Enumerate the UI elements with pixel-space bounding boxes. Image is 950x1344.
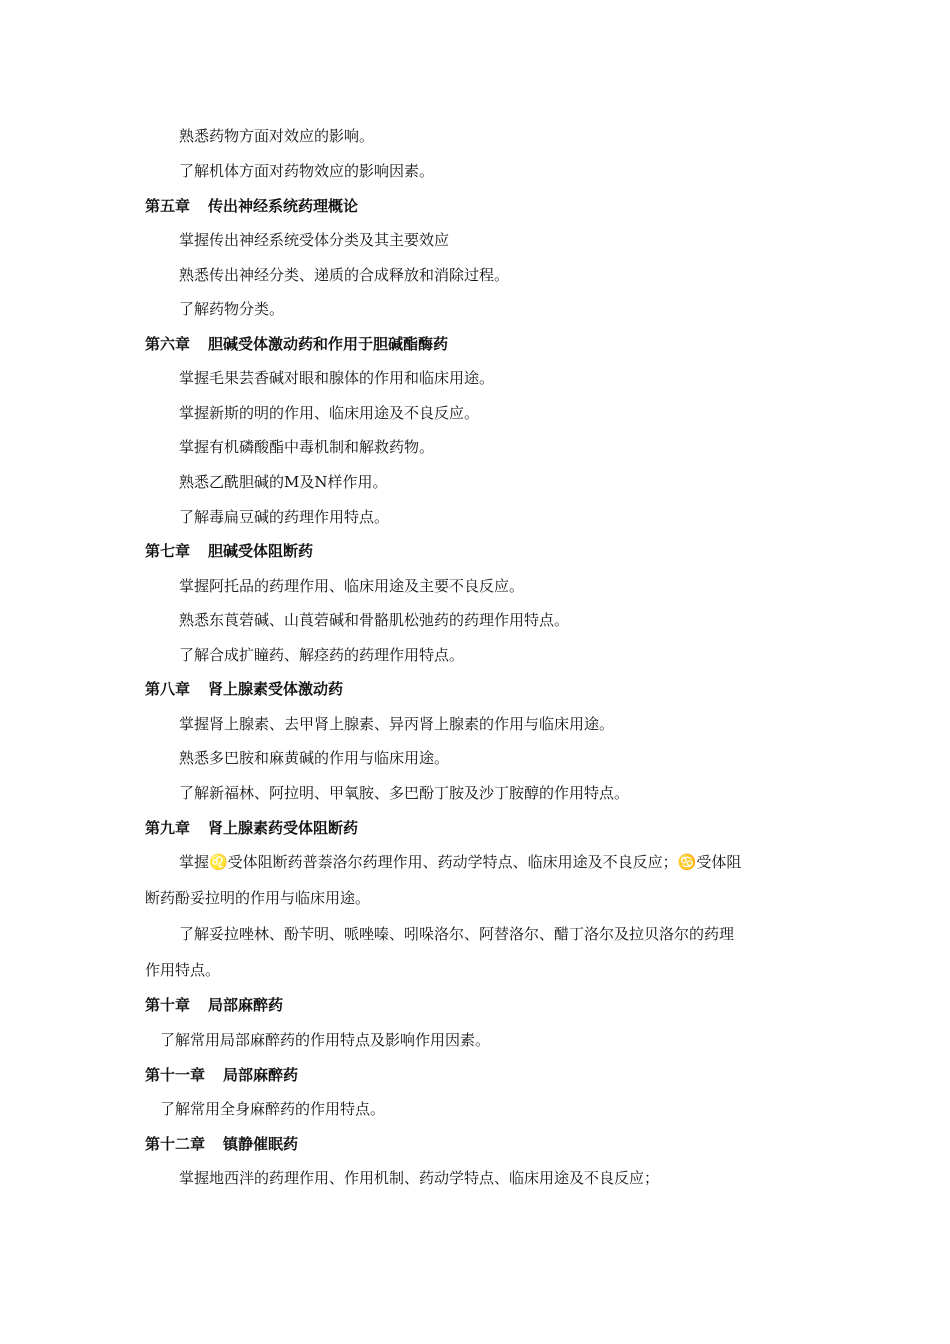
paragraph-line: 掌握地西泮的药理作用、作用机制、药动学特点、临床用途及不良反应； xyxy=(179,1169,660,1187)
chapter-number: 第十章 xyxy=(145,996,191,1014)
chapter-title: 肾上腺素药受体阻断药 xyxy=(208,819,359,837)
chapter-title: 传出神经系统药理概论 xyxy=(208,197,359,215)
chapter-title: 局部麻醉药 xyxy=(223,1066,299,1084)
paragraph-line: 熟悉东莨菪碱、山莨菪碱和骨骼肌松弛药的药理作用特点。 xyxy=(179,611,570,629)
chapter-title: 镇静催眠药 xyxy=(223,1135,299,1153)
paragraph-line: 掌握新斯的明的作用、临床用途及不良反应。 xyxy=(179,404,480,422)
chapter-title: 胆碱受体阻断药 xyxy=(208,542,314,560)
paragraph-line: 了解机体方面对药物效应的影响因素。 xyxy=(179,162,435,180)
paragraph-line: 了解合成扩瞳药、解痉药的药理作用特点。 xyxy=(179,646,465,664)
chapter-title: 肾上腺素受体激动药 xyxy=(208,680,344,698)
paragraph-line: 熟悉多巴胺和麻黄碱的作用与临床用途。 xyxy=(179,749,450,767)
paragraph-line: 了解毒扁豆碱的药理作用特点。 xyxy=(179,508,390,526)
chapter-number: 第五章 xyxy=(145,197,191,215)
paragraph-line: 掌握传出神经系统受体分类及其主要效应 xyxy=(179,231,450,249)
chapter-heading xyxy=(145,196,358,216)
chapter-heading xyxy=(145,1134,298,1154)
chapter-heading xyxy=(145,818,358,838)
chapter-number: 第十一章 xyxy=(145,1066,206,1084)
chapter-title: 胆碱受体激动药和作用于胆碱酯酶药 xyxy=(208,335,449,353)
paragraph-line: 了解新福林、阿拉明、甲氧胺、多巴酚丁胺及沙丁胺醇的作用特点。 xyxy=(179,784,630,802)
chapter-heading xyxy=(145,541,313,561)
paragraph-line: 熟悉药物方面对效应的影响。 xyxy=(179,127,375,145)
chapter-number: 第七章 xyxy=(145,542,191,560)
chapter-number: 第九章 xyxy=(145,819,191,837)
paragraph-line: 掌握肾上腺素、去甲肾上腺素、异丙肾上腺素的作用与临床用途。 xyxy=(179,715,615,733)
chapter-number: 第八章 xyxy=(145,680,191,698)
chapter-heading xyxy=(145,334,448,354)
paragraph-line: 了解妥拉唑林、酚苄明、哌唑嗪、吲哚洛尔、阿替洛尔、醋丁洛尔及拉贝洛尔的药理 xyxy=(179,925,735,943)
paragraph-line: 熟悉乙酰胆碱的M及N样作用。 xyxy=(179,473,388,491)
paragraph-line: 掌握阿托品的药理作用、临床用途及主要不良反应。 xyxy=(179,577,525,595)
paragraph-line: 断药酚妥拉明的作用与临床用途。 xyxy=(145,889,371,907)
chapter-number: 第十二章 xyxy=(145,1135,206,1153)
chapter-number: 第六章 xyxy=(145,335,191,353)
chapter-heading xyxy=(145,1065,298,1085)
paragraph-line: 了解常用局部麻醉药的作用特点及影响作用因素。 xyxy=(160,1031,491,1049)
chapter-heading xyxy=(145,679,343,699)
paragraph-line: 熟悉传出神经分类、递质的合成释放和消除过程。 xyxy=(179,266,510,284)
paragraph-line: 掌握♌受体阻断药普萘洛尔药理作用、药动学特点、临床用途及不良反应；♋受体阻 xyxy=(179,853,742,871)
paragraph-line: 了解药物分类。 xyxy=(179,300,285,318)
paragraph-line: 了解常用全身麻醉药的作用特点。 xyxy=(160,1100,386,1118)
chapter-heading xyxy=(145,995,283,1015)
paragraph-line: 作用特点。 xyxy=(145,961,221,979)
chapter-title: 局部麻醉药 xyxy=(208,996,284,1014)
paragraph-line: 掌握毛果芸香碱对眼和腺体的作用和临床用途。 xyxy=(179,369,495,387)
paragraph-line: 掌握有机磷酸酯中毒机制和解救药物。 xyxy=(179,438,435,456)
